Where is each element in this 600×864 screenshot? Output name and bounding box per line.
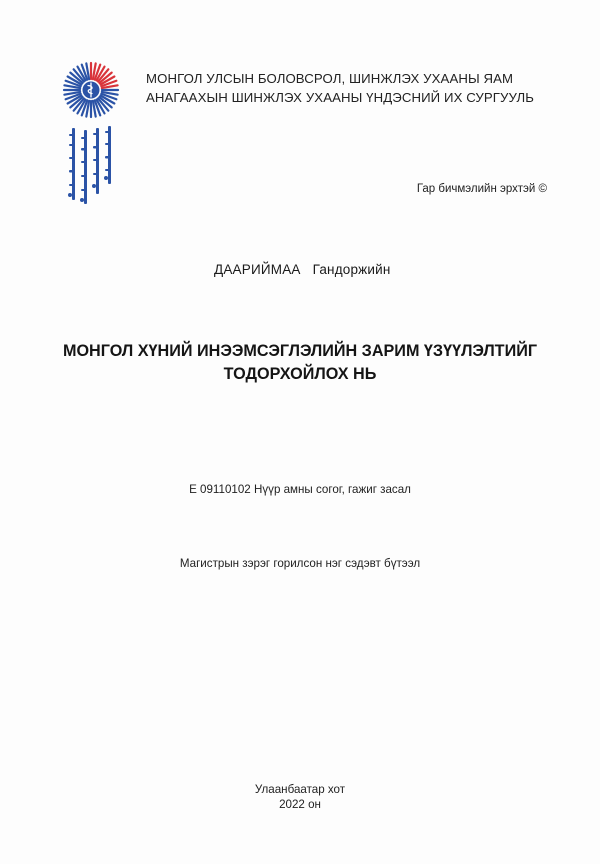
author-patronymic: Гандоржийн bbox=[312, 262, 391, 277]
year: 2022 он bbox=[279, 798, 321, 811]
copyright-note: Гар бичмэлийн эрхтэй © bbox=[416, 183, 547, 195]
degree-statement: Магистрын зэрэг горилсон нэг сэдэвт бүтээл bbox=[179, 557, 421, 570]
city: Улаанбаатар хот bbox=[254, 783, 346, 796]
specialty-code: E 09110102 Нүүр амны согог, гажиг засал bbox=[189, 483, 411, 496]
author-given-name: ДААРИЙМАА bbox=[214, 262, 301, 277]
university-logo-graphic bbox=[60, 60, 122, 212]
mongolian-script-block bbox=[68, 126, 111, 204]
thesis-title-line-1: МОНГОЛ ХҮНИЙ ИНЭЭМСЭГЛЭЛИЙН ЗАРИМ ҮЗҮҮЛЭЛТИЙГ bbox=[62, 342, 538, 360]
ministry-name: МОНГОЛ УЛСЫН БОЛОВСРОЛ, ШИНЖЛЭХ УХААНЫ ЯАМ bbox=[146, 71, 514, 86]
place-and-year bbox=[0, 782, 600, 812]
university-emblem-icon bbox=[60, 60, 122, 212]
thesis-title-line-2: ТОДОРХОЙЛОХ НЬ bbox=[223, 365, 377, 383]
thesis-title bbox=[0, 340, 600, 386]
institution-header bbox=[146, 69, 534, 107]
university-name: АНАГААХЫН ШИНЖЛЭХ УХААНЫ ҮНДЭСНИЙ ИХ СУРГУУЛЬ bbox=[146, 90, 535, 105]
author-name bbox=[214, 262, 391, 277]
